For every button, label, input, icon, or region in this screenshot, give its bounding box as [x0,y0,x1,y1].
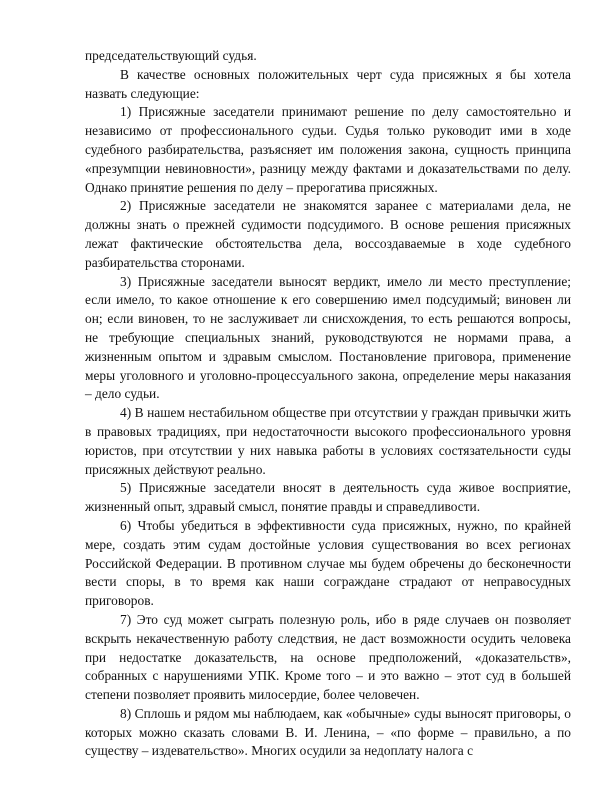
paragraph-2: 1) Присяжные заседатели принимают решение по делу самостоятельно и независимо от профессионального судьи. Судья только руководит ими в ходе судебного разбирательства, разъясняет им положения закона, сущность принципа «презумпции невиновности», разницу между фактами и доказательствами по делу. Однако принятие решения по делу – прерогатива присяжных. [85,104,571,195]
paragraph-9: 8) Сплошь и рядом мы наблюдаем, как «обычные» суды выносят приговоры, о которых можно сказать словами В. И. Ленина, – «по форме – правильно, а по существу – издевательство». Многих осудили за недоплату налога с [85,705,571,759]
paragraph-3: 2) Присяжные заседатели не знакомятся заранее с материалами дела, не должны знать о прежней судимости подсудимого. В основе решения присяжных лежат фактические обстоятельства дела, воссоздаваемые в ходе судебного разбирательства сторонами. [85,198,571,270]
paragraph-8: 7) Это суд может сыграть полезную роль, ибо в ряде случаев он позволяет вскрыть некачественную работу следствия, не даст возможности осудить человека при недостатке доказательств, на основе предположений, «доказательств», собранных с нарушениями УПК. Кроме того – и это важно – этот суд в большей степени позволяет проявить милосердие, более человечен. [85,611,571,703]
paragraph-1: В качестве основных положительных черт суда присяжных я бы хотела назвать следующие: [85,66,571,101]
paragraph-7: 6) Чтобы убедиться в эффективности суда присяжных, нужно, по крайней мере, создать этим судам достойные условия существования во всех регионах Российской Федерации. В противном случае мы будем обречены до бесконечности вести споры, в то время как наши сограждане страдают от неправосудных приговоров. [85,517,571,609]
paragraph-5: 4) В нашем нестабильном обществе при отсутствии у граждан привычки жить в правовых традициях, при недостаточности высокого профессионального уровня юристов, при отсутствии у них навыка работы в условиях состязательности суды присяжных действуют реально. [85,405,571,477]
paragraph-4: 3) Присяжные заседатели выносят вердикт, имело ли место преступление; если имело, то какое отношение к его совершению имел подсудимый; виновен ли он; если виновен, то не заслуживает ли снисхождения, то есть решаются вопросы, не требующие специальных знаний, руководствуются не нормами права, а жизненным опытом и здравым смыслом. Постановление приговора, применение меры уголовного и уголовно-процессуального закона, определение меры наказания – дело судьи. [85,273,571,402]
paragraph-0: председательствующий судья. [85,48,257,63]
document-body [85,47,571,761]
paragraph-6: 5) Присяжные заседатели вносят в деятельность суда живое восприятие, жизненный опыт, здравый смысл, понятие правды и справедливости. [85,480,571,515]
